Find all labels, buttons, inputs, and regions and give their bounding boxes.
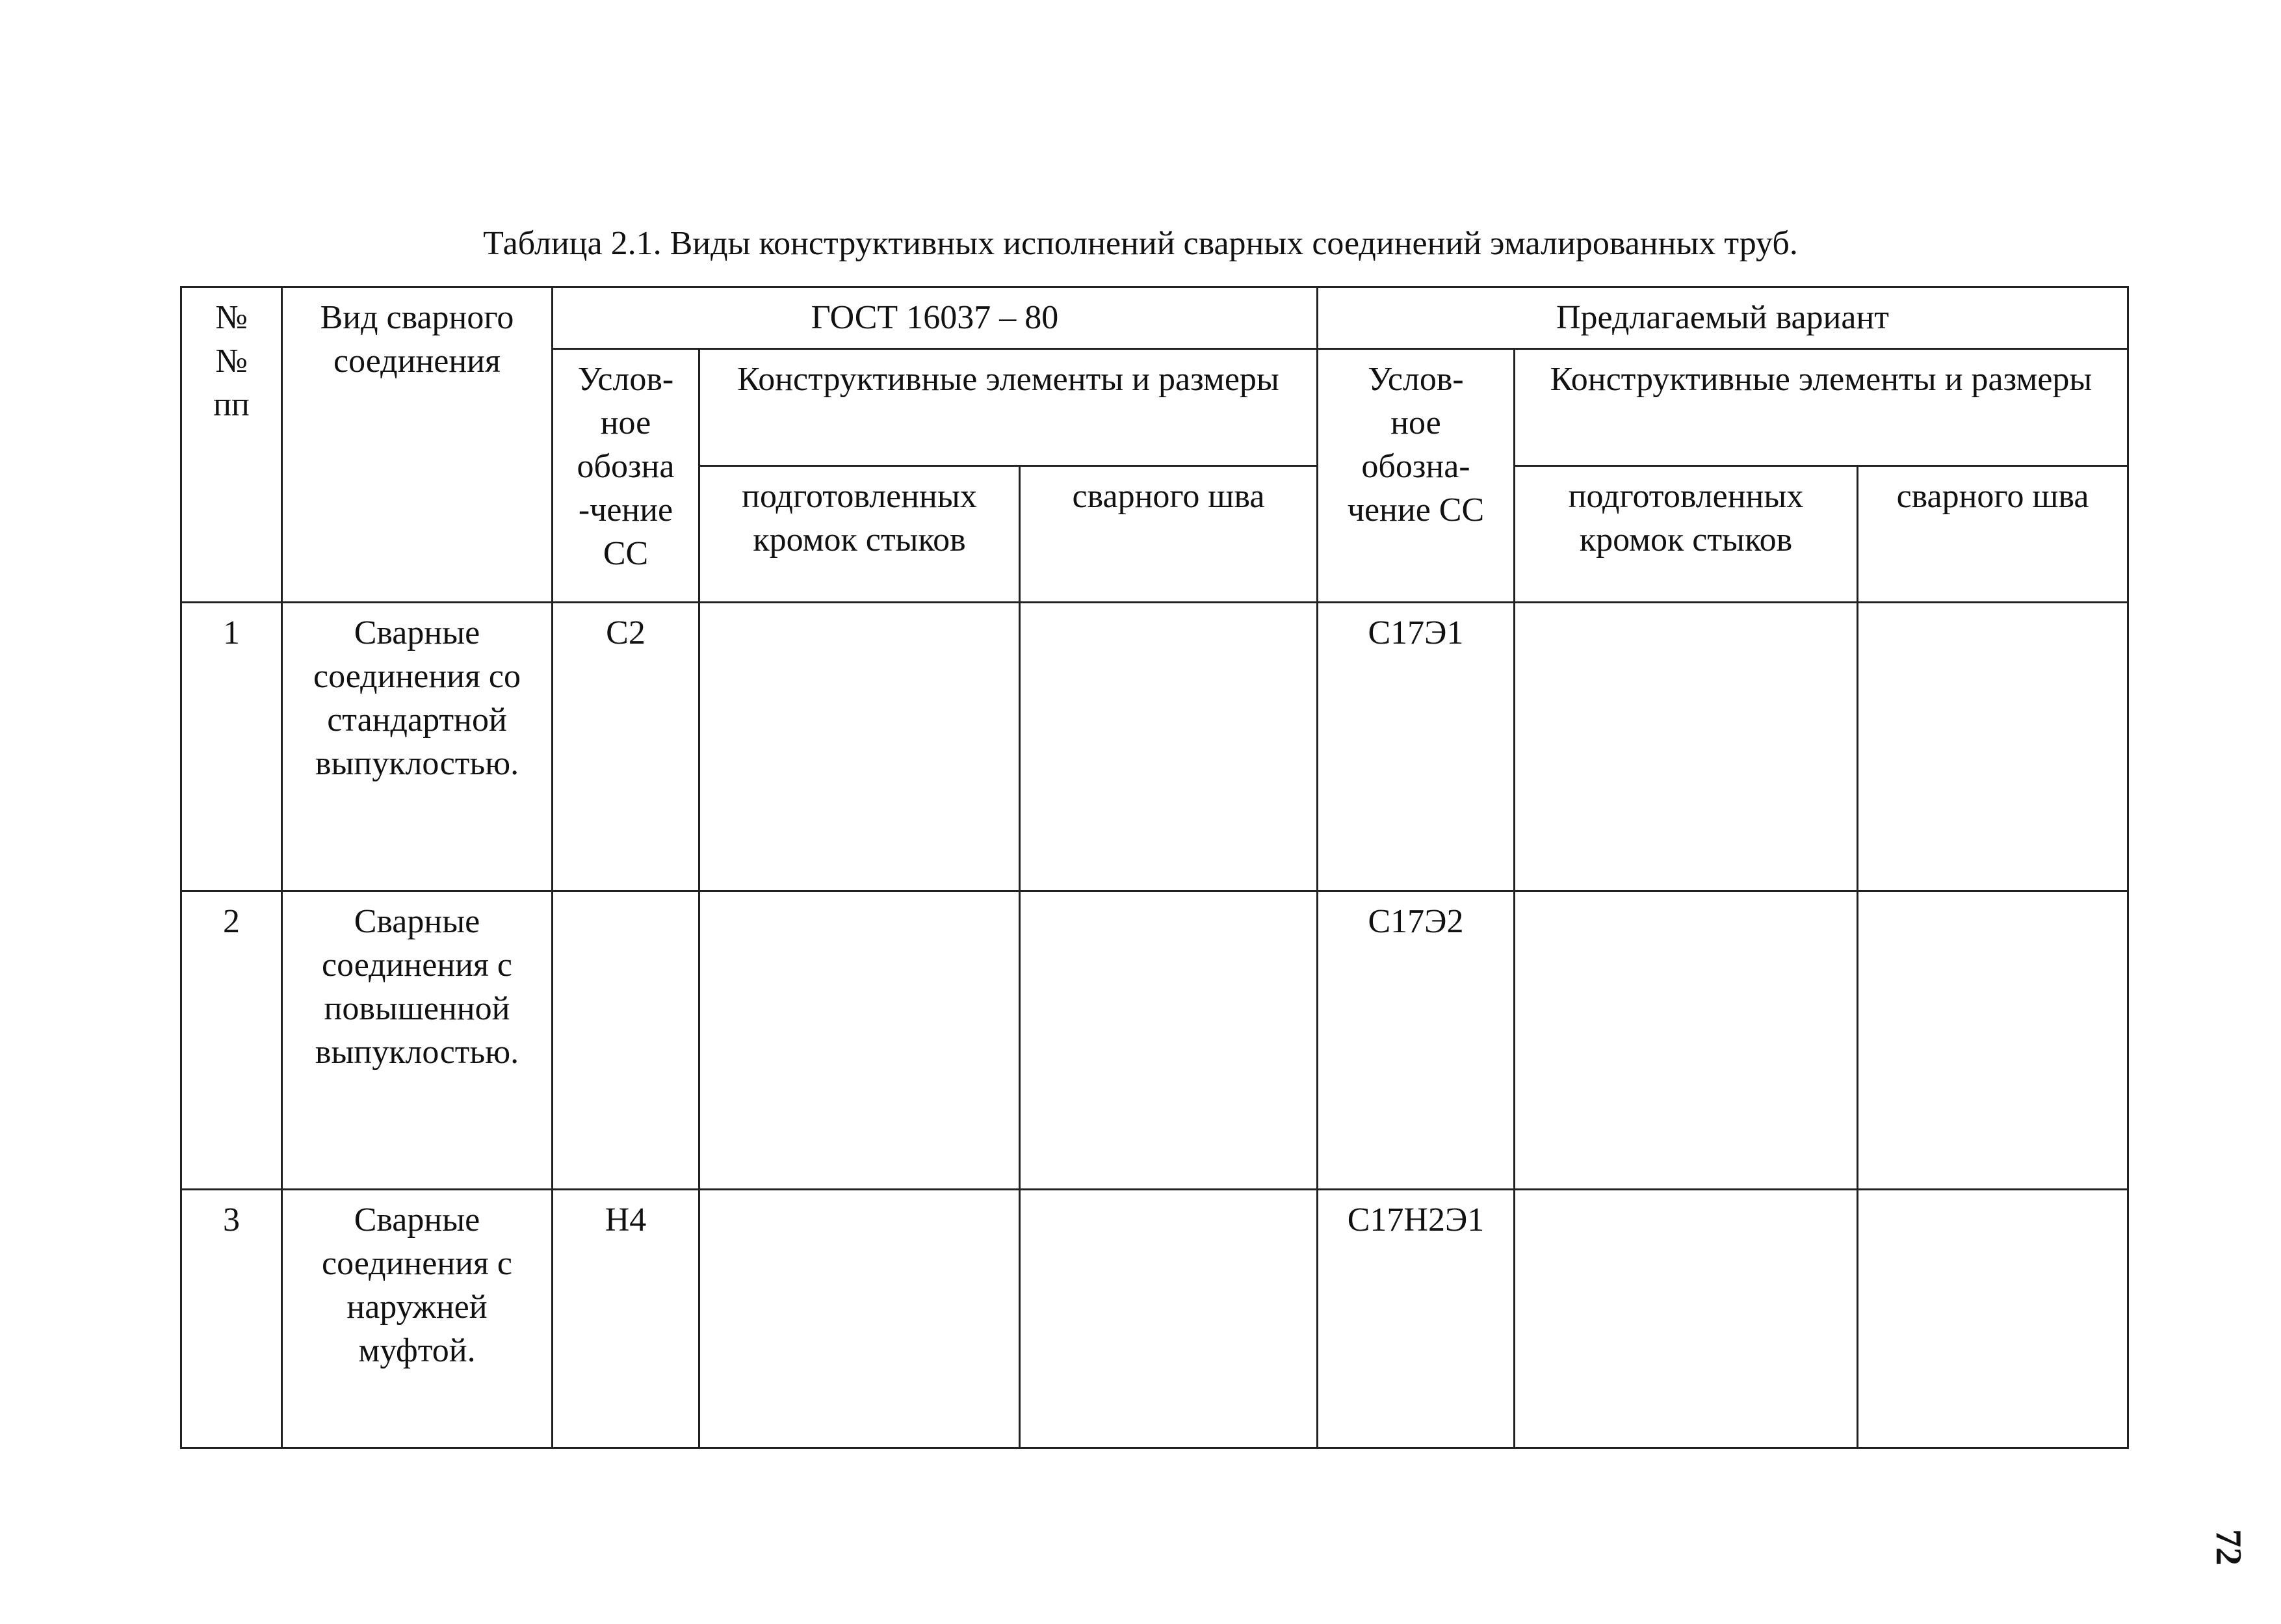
header-gost-weld-seam: сварного шва: [1020, 466, 1318, 603]
header-proposed-prepared-edges: подготовленных кромок стыков: [1515, 466, 1858, 603]
header-proposed: Предлагаемый вариант: [1318, 287, 2128, 349]
weld-joints-table: [180, 286, 2129, 1449]
table-row: [181, 891, 2128, 1190]
row-gost-designation: С2: [553, 603, 699, 891]
header-gost: ГОСТ 16037 – 80: [553, 287, 1318, 349]
row-proposed-seam: [1858, 603, 2128, 891]
row-joint-type: Сварные соединения с повышенной выпуклостью.: [282, 891, 553, 1190]
row-proposed-edges: [1515, 603, 1858, 891]
table-row: [181, 1190, 2128, 1448]
header-joint-type: Вид сварного соединения: [282, 287, 553, 603]
row-gost-edges: [699, 891, 1020, 1190]
row-proposed-designation: С17Э2: [1318, 891, 1515, 1190]
header-proposed-elements: Конструктивные элементы и размеры: [1515, 349, 2128, 466]
row-gost-seam: [1020, 603, 1318, 891]
page-number: 72: [2208, 1529, 2248, 1565]
row-proposed-edges: [1515, 1190, 1858, 1448]
row-proposed-designation: С17Э1: [1318, 603, 1515, 891]
header-row-1: [181, 287, 2128, 349]
row-joint-type: Сварные соединения с наружней муфтой.: [282, 1190, 553, 1448]
row-proposed-seam: [1858, 1190, 2128, 1448]
header-gost-elements: Конструктивные элементы и размеры: [699, 349, 1318, 466]
header-proposed-weld-seam: сварного шва: [1858, 466, 2128, 603]
row-proposed-edges: [1515, 891, 1858, 1190]
header-gost-designation: Услов- ное обозна -чение СС: [553, 349, 699, 603]
row-number: 2: [181, 891, 282, 1190]
row-number: 3: [181, 1190, 282, 1448]
table-caption: Таблица 2.1. Виды конструктивных исполнений сварных соединений эмалированных труб.: [483, 225, 1798, 262]
row-gost-edges: [699, 603, 1020, 891]
header-number: № № пп: [181, 287, 282, 603]
header-proposed-designation: Услов- ное обозна- чение СС: [1318, 349, 1515, 603]
row-gost-designation: Н4: [553, 1190, 699, 1448]
table-row: [181, 603, 2128, 891]
row-number: 1: [181, 603, 282, 891]
row-gost-seam: [1020, 1190, 1318, 1448]
row-gost-edges: [699, 1190, 1020, 1448]
row-joint-type: Сварные соединения со стандартной выпуклостью.: [282, 603, 553, 891]
row-proposed-designation: С17Н2Э1: [1318, 1190, 1515, 1448]
header-gost-prepared-edges: подготовленных кромок стыков: [699, 466, 1020, 603]
row-gost-seam: [1020, 891, 1318, 1190]
row-proposed-seam: [1858, 891, 2128, 1190]
row-gost-designation: [553, 891, 699, 1190]
